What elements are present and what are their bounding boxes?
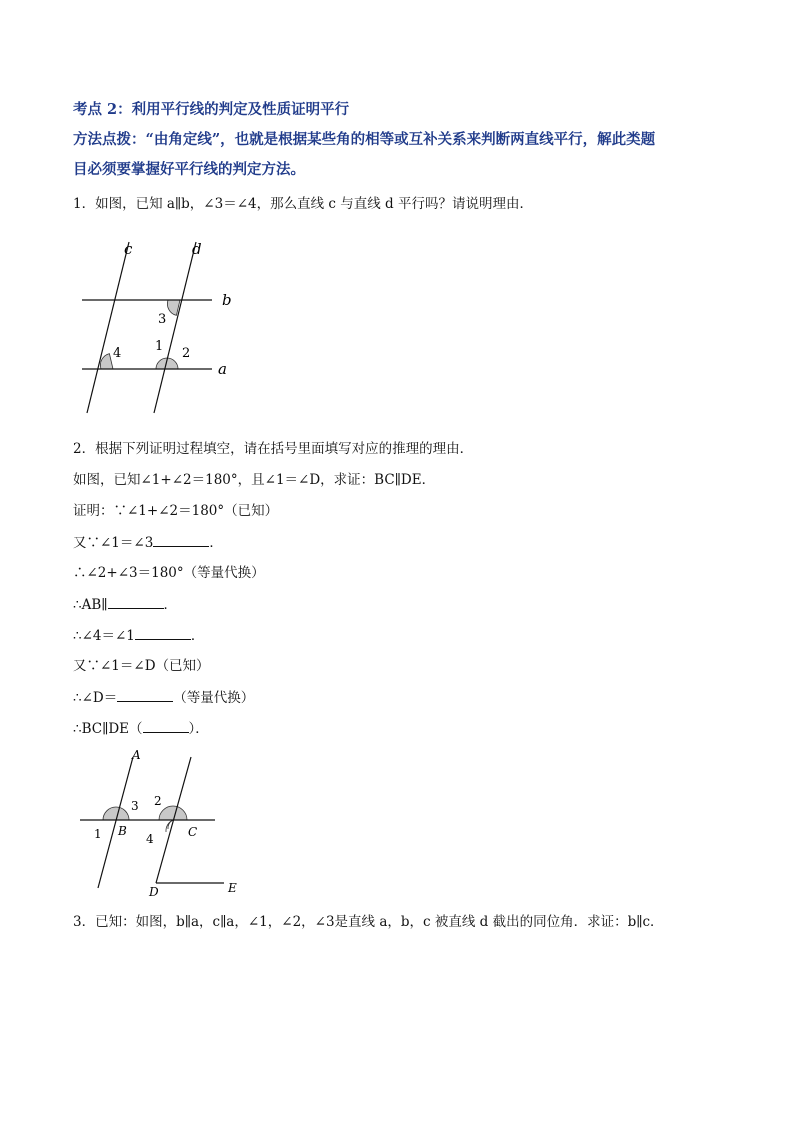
- label-angle-3: 3: [131, 799, 139, 813]
- proof-step-2-text: 又∵∠1＝∠3: [73, 535, 154, 551]
- method-tip-line-1: 方法点拨：“由角定线”，也就是根据某些角的相等或互补关系来判断两直线平行，解此类题: [73, 131, 656, 148]
- answer-blank-1[interactable]: [153, 533, 209, 547]
- angle-1-3-mark: [103, 807, 129, 820]
- proof-step-5-end: ．: [190, 628, 205, 644]
- label-D: D: [149, 885, 159, 899]
- label-angle-2: 2: [182, 346, 191, 361]
- problem-2-intro: 2．根据下列证明过程填空，请在括号里面填写对应的推理的理由．: [73, 441, 474, 457]
- proof-step-7: [73, 688, 254, 707]
- line-c: [87, 242, 129, 413]
- proof-step-5-text: ∴∠4＝∠1: [73, 628, 135, 644]
- label-angle-1: 1: [155, 339, 164, 354]
- answer-blank-4[interactable]: [117, 688, 173, 702]
- label-angle-4: 4: [146, 832, 154, 846]
- label-d: d: [192, 240, 202, 258]
- answer-blank-2[interactable]: [108, 595, 164, 609]
- label-A: A: [132, 748, 141, 762]
- label-a: a: [218, 360, 227, 378]
- label-B: B: [118, 824, 127, 838]
- proof-step-5: [73, 626, 204, 645]
- proof-step-4-text: ∴AB∥: [73, 597, 108, 613]
- line-d: [154, 242, 196, 413]
- section-title: 考点 2：利用平行线的判定及性质证明平行: [73, 101, 350, 118]
- answer-blank-5[interactable]: [143, 719, 189, 733]
- label-angle-2: 2: [154, 794, 162, 808]
- angle-4-mark: [100, 354, 113, 369]
- angle-2-mark: [159, 806, 187, 820]
- label-E: E: [228, 881, 237, 895]
- label-C: C: [188, 825, 198, 839]
- problem-2-given: 如图，已知∠1+∠2＝180°，且∠1＝∠D，求证：BC∥DE．: [73, 472, 436, 488]
- proof-step-7-end: （等量代换）: [173, 690, 255, 706]
- proof-step-4: [73, 595, 177, 614]
- label-c: c: [124, 240, 133, 258]
- proof-step-8: [73, 719, 209, 738]
- proof-step-2-end: ．: [209, 535, 223, 551]
- proof-step-6: 又∵∠1＝∠D（已知）: [73, 658, 210, 674]
- proof-step-4-end: ．: [163, 597, 177, 613]
- proof-step-7-text: ∴∠D＝: [73, 690, 118, 706]
- problem-1-figure: [70, 228, 250, 418]
- answer-blank-3[interactable]: [135, 626, 191, 640]
- proof-step-1: 证明：∵∠1+∠2＝180°（已知）: [73, 503, 279, 519]
- problem-1-text: 1．如图，已知 a∥b，∠3＝∠4，那么直线 c 与直线 d 平行吗？请说明理由．: [73, 196, 533, 212]
- label-angle-3: 3: [158, 312, 167, 327]
- label-b: b: [222, 291, 232, 309]
- line-ab: [98, 757, 133, 888]
- problem-2-figure: [70, 745, 250, 900]
- method-tip-line-2: 目必须要掌握好平行线的判定方法。: [73, 161, 305, 178]
- problem-3-text: 3．已知：如图，b∥a，c∥a，∠1，∠2，∠3是直线 a，b，c 被直线 d 截出的同位角．求证：b∥c．: [73, 914, 664, 930]
- proof-step-3: ∴∠2+∠3＝180°（等量代换）: [73, 565, 265, 581]
- proof-step-8-end: ）．: [188, 721, 209, 737]
- label-angle-4: 4: [113, 346, 122, 361]
- proof-step-8-text: ∴BC∥DE（: [73, 721, 143, 737]
- label-angle-1: 1: [94, 827, 102, 841]
- proof-step-2: [73, 533, 223, 552]
